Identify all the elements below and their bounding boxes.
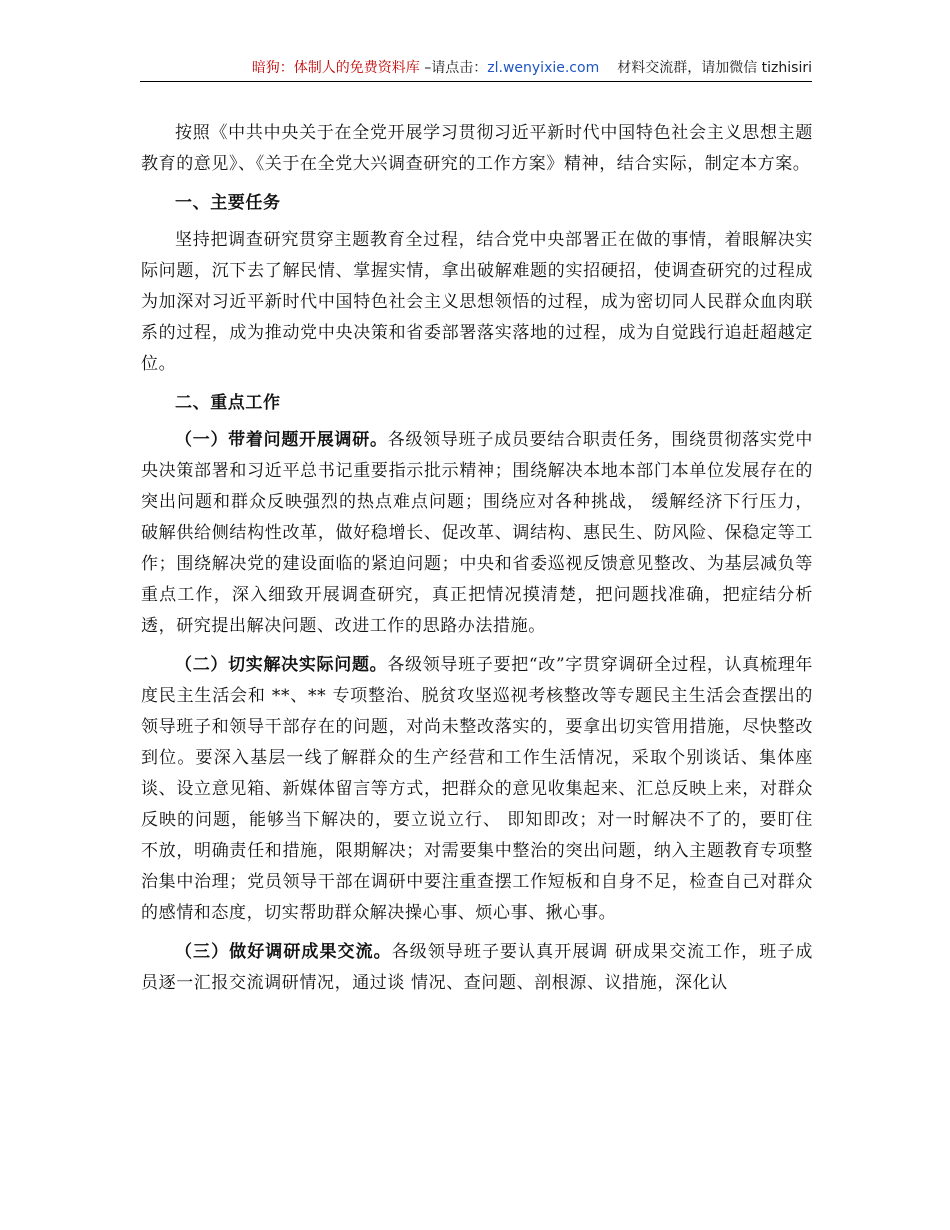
item-3-paragraph xyxy=(141,937,813,999)
item-1-title: （一）带着问题开展调研。 xyxy=(175,430,388,450)
section-1-heading: 一、主要任务 xyxy=(175,193,281,213)
section-1-paragraph: 坚持把调查研究贯穿主题教育全过程，结合党中央部署正在做的事情，着眼解决实际问题，沉下去了解民情、掌握实情，拿出破解难题的实招硬招，使调查研究的过程成为加深对习近平新时代中国特色社会主义思想领悟的过程，成为密切同人民群众血肉联系的过程，成为推动党中央决策和省委部署落实落地的过程，成为自觉践行追赶超越定位。 xyxy=(141,230,813,374)
intro-paragraph: 按照《中共中央关于在全党开展学习贯彻习近平新时代中国特色社会主义思想主题教育的意见》、《关于在全党大兴调查研究的工作方案》精神，结合实际，制定本方案。 xyxy=(141,123,813,174)
item-3-body: 各级领导班子要认真开展调 研成果交流工作，班子成员逐一汇报交流调研情况，通过谈 情况、查问题、剖根源、议措施，深化认 xyxy=(141,942,813,993)
header-url-link[interactable]: zl.wenyixie.com xyxy=(487,60,600,76)
item-3-title: （三）做好调研成果交流。 xyxy=(175,942,392,962)
header-group-info: 材料交流群，请加微信 tizhisiri xyxy=(617,60,812,76)
item-2-paragraph xyxy=(141,650,813,929)
header-site-name: 暗狗：体制人的免费资料库 xyxy=(251,60,420,76)
item-2-body: 各级领导班子要把“改”字贯穿调研全过程，认真梳理年度民主生活会和 **、** 专项整治、脱贫攻坚巡视考核整改等专题民主生活会查摆出的领导班子和领导干部存在的问题，对尚未整改落实的，要拿出切实管用措施，尽快整改到位。要深入基层一线了解群众的生产经营和工作生活情况，采取个别谈话、集体座谈、设立意见箱、新媒体留言等方式，把群众的意见收集起来、汇总反映上来，对群众反映的问题，能够当下解决的，要立说立行、 即知即改；对一时解决不了的，要盯住不放，明确责任和措施，限期解决；对需要集中整治的突出问题，纳入主题教育专项整治集中治理；党员领导干部在调研中要注重查摆工作短板和自身不足，检查自己对群众的感情和态度，切实帮助群众解决操心事、烦心事、揪心事。 xyxy=(141,655,813,923)
item-2-title: （二）切实解决实际问题。 xyxy=(175,655,388,675)
document-body xyxy=(141,118,813,1007)
section-2-heading: 二、重点工作 xyxy=(175,393,281,413)
item-1-body: 各级领导班子成员要结合职责任务，围绕贯彻落实党中央决策部署和习近平总书记重要指示批示精神；围绕解决本地本部门本单位发展存在的突出问题和群众反映强烈的热点难点问题；围绕应对各种挑战， 缓解经济下行压力，破解供给侧结构性改革，做好稳增长、促改革、调结构、惠民生、防风险、保稳定等工作；围绕解决党的建设面临的紧迫问题；中央和省委巡视反馈意见整改、为基层减负等重点工作，深入细致开展调查研究，真正把情况摸清楚，把问题找准确，把症结分析透，研究提出解决问题、改进工作的思路办法措施。 xyxy=(141,430,814,636)
item-1-paragraph xyxy=(141,425,813,642)
header-click-prompt: –请点击： xyxy=(419,60,488,76)
page-header xyxy=(140,57,812,82)
